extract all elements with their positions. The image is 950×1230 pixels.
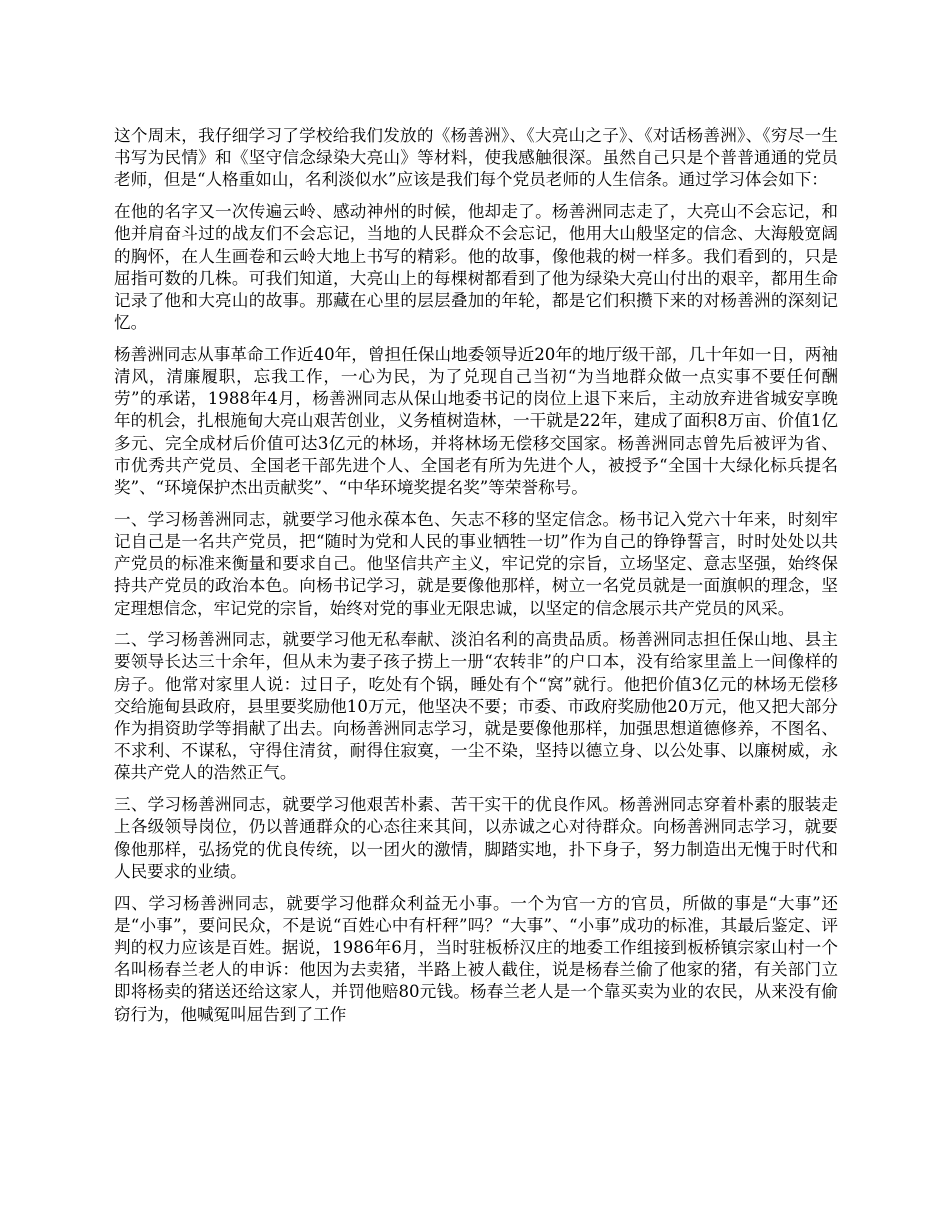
paragraph-point-four: 四、学习杨善洲同志，就要学习他群众利益无小事。一个为官一方的官员，所做的事是“大事”还是“小事”，要问民众，不是说“百姓心中有杆秤”吗？“大事”、“小事”成功的标准，其最后鉴定、评判的权力应该是百姓。据说，1986年6月，当时驻板桥汉庄的地委工作组接到板桥镇宗家山村一个名叫杨春兰老人的申诉：他因为去卖猪，半路上被人截住，说是杨春兰偷了他家的猪，有关部门立即将杨卖的猪送还给这家人，并罚他赔80元钱。杨春兰老人是一个靠买卖为业的农民，从来没有偷窃行为，他喊冤叫屈告到了工作 (114, 893, 838, 1024)
paragraph-point-two: 二、学习杨善洲同志，就要学习他无私奉献、淡泊名利的高贵品质。杨善洲同志担任保山地、县主要领导长达三十余年，但从未为妻子孩子捞上一册“农转非”的户口本，没有给家里盖上一间像样的房子。他常对家里人说：过日子，吃处有个锅，睡处有个“窝”就行。他把价值3亿元的林场无偿移交给施甸县政府，县里要奖励他10万元，他坚决不要；市委、市政府奖励他20万元，他又把大部分作为捐资助学等捐献了出去。向杨善洲同志学习，就是要像他那样，加强思想道德修养，不图名、不求利、不谋私，守得住清贫，耐得住寂寞，一尘不染，坚持以德立身、以公处事、以廉树威，永葆共产党人的浩然正气。 (114, 630, 838, 783)
document-body (114, 125, 838, 1035)
paragraph-point-one: 一、学习杨善洲同志，就要学习他永葆本色、矢志不移的坚定信念。杨书记入党六十年来，时刻牢记自己是一名共产党员，把“随时为党和人民的事业牺牲一切”作为自己的铮铮誓言，时时处处以共产党员的标准来衡量和要求自己。他坚信共产主义，牢记党的宗旨，立场坚定、意志坚强，始终保持共产党员的政治本色。向杨书记学习，就是要像他那样，树立一名党员就是一面旗帜的理念，坚定理想信念，牢记党的宗旨，始终对党的事业无限忠诚，以坚定的信念展示共产党员的风采。 (114, 509, 838, 618)
paragraph-memory: 在他的名字又一次传遍云岭、感动神州的时候，他却走了。杨善洲同志走了，大亮山不会忘记，和他并肩奋斗过的战友们不会忘记，当地的人民群众不会忘记，他用大山般坚定的信念、大海般宽阔的胸怀，在人生画卷和云岭大地上书写的精彩。他的故事，像他栽的树一样多。我们看到的，只是屈指可数的几株。可我们知道，大亮山上的每棵树都看到了他为绿染大亮山付出的艰辛，都用生命记录了他和大亮山的故事。那藏在心里的层层叠加的年轮，都是它们积攒下来的对杨善洲的深刻记忆。 (114, 202, 838, 333)
paragraph-biography: 杨善洲同志从事革命工作近40年，曾担任保山地委领导近20年的地厅级干部，几十年如一日，两袖清风，清廉履职，忘我工作，一心为民，为了兑现自己当初“为当地群众做一点实事不要任何酬劳”的承诺，1988年4月，杨善洲同志从保山地委书记的岗位上退下来后，主动放弃进省城安享晚年的机会，扎根施甸大亮山艰苦创业，义务植树造林，一干就是22年，建成了面积8万亩、价值1亿多元、完全成材后价值可达3亿元的林场，并将林场无偿移交国家。杨善洲同志曾先后被评为省、市优秀共产党员、全国老干部先进个人、全国老有所为先进个人，被授予“全国十大绿化标兵提名奖”、“环境保护杰出贡献奖”、“中华环境奖提名奖”等荣誉称号。 (114, 344, 838, 498)
paragraph-point-three: 三、学习杨善洲同志，就要学习他艰苦朴素、苦干实干的优良作风。杨善洲同志穿着朴素的服装走上各级领导岗位，仍以普通群众的心态往来其间，以赤诚之心对待群众。向杨善洲同志学习，就要像他那样，弘扬党的优良传统，以一团火的激情，脚踏实地，扑下身子，努力制造出无愧于时代和人民要求的业绩。 (114, 795, 838, 881)
paragraph-intro: 这个周末，我仔细学习了学校给我们发放的《杨善洲》、《大亮山之子》、《对话杨善洲》、《穷尽一生书写为民情》和《坚守信念绿染大亮山》等材料，使我感触很深。虽然自己只是个普普通通的党员老师，但是“人格重如山，名利淡似水”应该是我们每个党员老师的人生信条。通过学习体会如下： (114, 126, 838, 190)
